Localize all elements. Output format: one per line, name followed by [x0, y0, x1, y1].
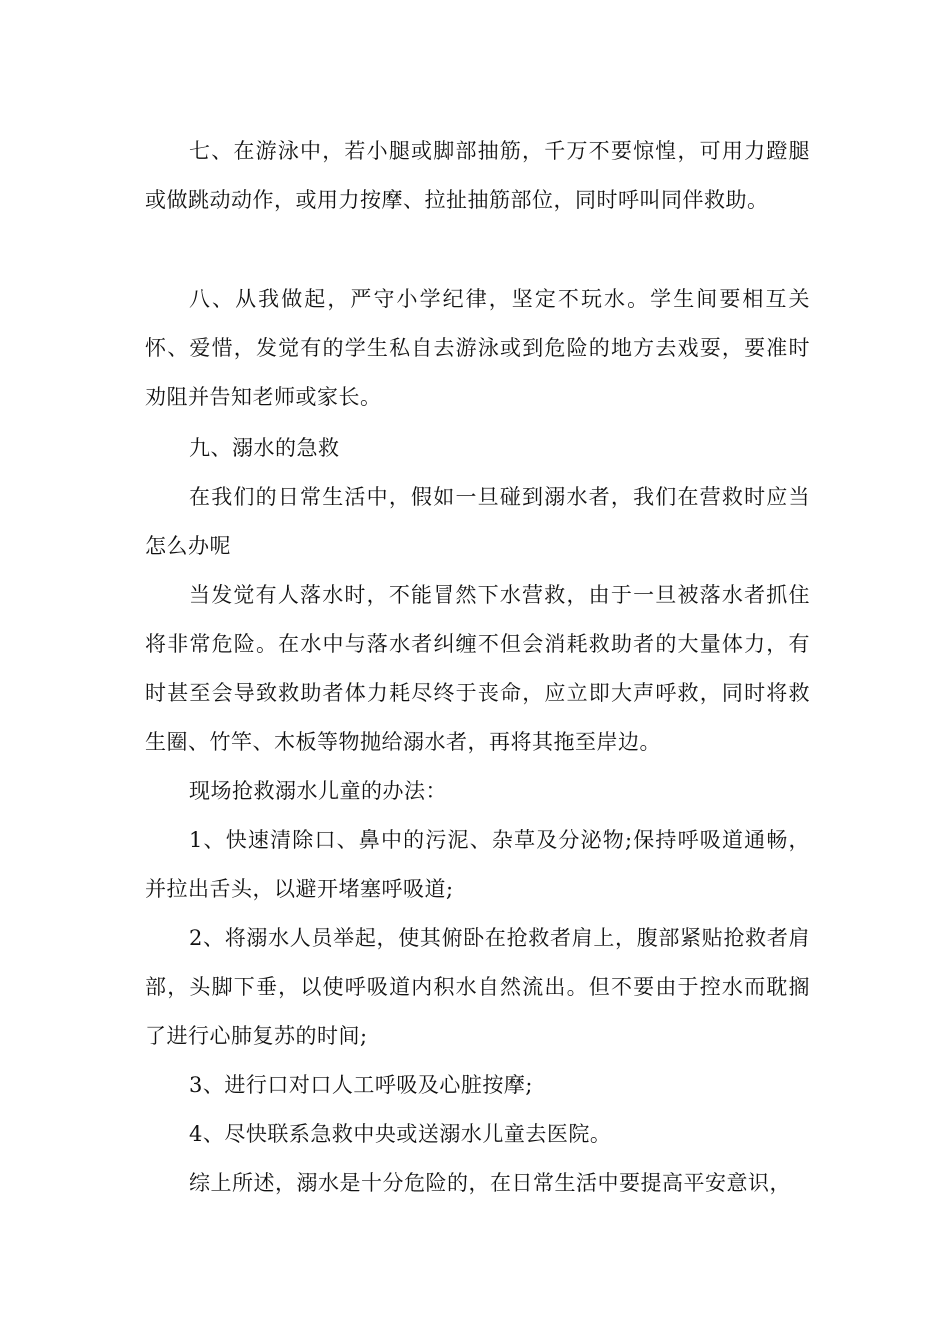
paragraph-step-1: 1、快速清除口、鼻中的污泥、杂草及分泌物;保持呼吸道通畅，并拉出舌头，以避开堵塞呼吸道;	[145, 828, 810, 901]
paragraph-methods-heading: 现场抢救溺水儿童的办法：	[189, 779, 447, 803]
paragraph-rescue-question: 在我们的日常生活中，假如一旦碰到溺水者，我们在营救时应当怎么办呢	[145, 485, 810, 558]
paragraph-step-3: 3、进行口对口人工呼吸及心脏按摩;	[189, 1073, 533, 1097]
paragraph-summary: 综上所述，溺水是十分危险的，在日常生活中要提高平安意识，	[189, 1171, 791, 1195]
paragraph-step-2: 2、将溺水人员举起，使其俯卧在抢救者肩上，腹部紧贴抢救者肩部，头脚下垂，以使呼吸道内积水自然流出。但不要由于控水而耽搁了进行心肺复苏的时间;	[145, 926, 810, 1048]
paragraph-item-8: 八、从我做起，严守小学纪律，坚定不玩水。学生间要相互关怀、爱惜，发觉有的学生私自去游泳或到危险的地方去戏耍，要准时劝阻并告知老师或家长。	[145, 287, 810, 409]
paragraph-step-4: 4、尽快联系急救中央或送溺水儿童去医院。	[189, 1122, 612, 1146]
paragraph-item-7: 七、在游泳中，若小腿或脚部抽筋，千万不要惊惶，可用力蹬腿或做跳动动作，或用力按摩、拉扯抽筋部位，同时呼叫同伴救助。	[145, 139, 810, 212]
paragraph-heading-first-aid: 九、溺水的急救	[189, 436, 340, 460]
paragraph-rescue-advice: 当发觉有人落水时，不能冒然下水营救，由于一旦被落水者抓住将非常危险。在水中与落水者纠缠不但会消耗救助者的大量体力，有时甚至会导致救助者体力耗尽终于丧命，应立即大声呼救，同时将救生圈、竹竿、木板等物抛给溺水者，再将其拖至岸边。	[145, 583, 810, 754]
